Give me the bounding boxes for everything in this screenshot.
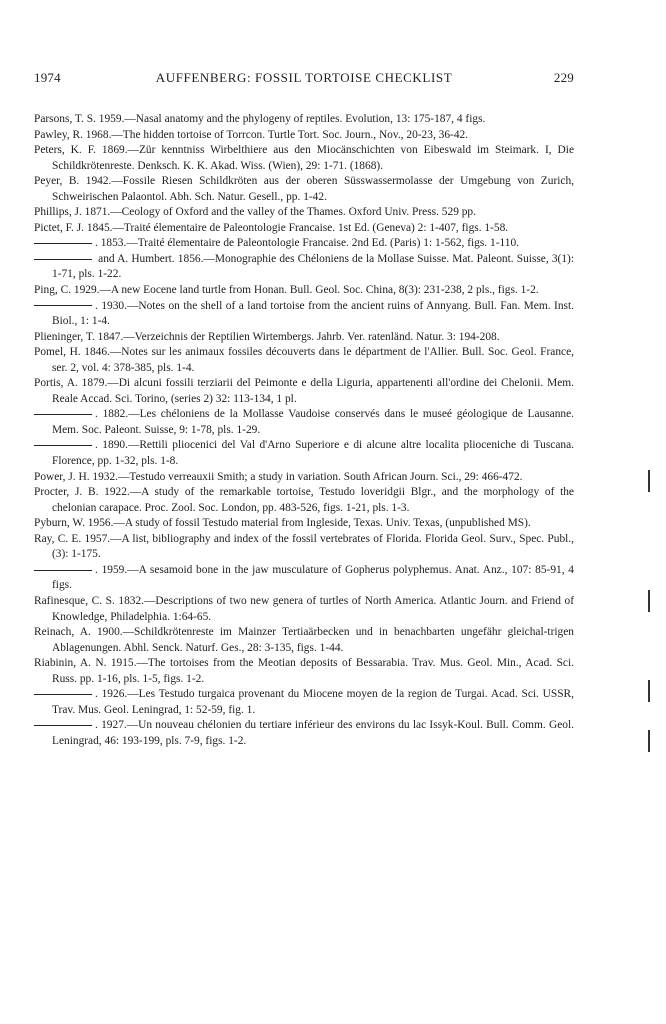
reference-entry [34,687,574,718]
reference-author: Portis, A. [34,377,78,390]
reference-entry [34,299,574,330]
reference-entry [34,563,574,594]
margin-rule-mark [648,590,650,612]
reference-text: . 1853.—Traité élementaire de Paleontologie Francaise. 2nd Ed. (Paris) 1: 1-562, figs. 1-110. [95,237,520,250]
reference-text: 1832.—Descriptions of two new genera of turtles of North America. Atlantic Journ. and Friend of Knowledge, Philadelphia. 1:64-65. [52,594,574,623]
reference-entry [34,143,574,174]
reference-entry [34,470,574,486]
reference-author: Parsons, T. S. [34,113,96,125]
running-header [34,70,574,86]
reference-text: 1929.—A new Eocene land turtle from Honan. Bull. Geol. Soc. China, 8(3): 231-238, 2 pls., figs. 1-2. [71,284,539,297]
reference-entry [34,283,574,299]
margin-rule-mark [648,680,650,702]
reference-author: Peyer, B. [34,175,80,188]
reference-author: Pomel, H. [34,346,81,359]
reference-text: 1879.—Di alcuni fossili terziarii del Peimonte e della Liguria, appartenenti all'ordine dei Chelonii. Mem. Reale Accad. Sci. Torino, (series 2) 32: 113-134, 1 pl. [52,377,575,405]
margin-rule-mark [648,470,650,492]
reference-entry [34,532,574,563]
reference-text: . 1890.—Rettili pliocenici del Val d'Arno Superiore e di alcune altre localita plioceniche di Tuscana. Florence, pp. 1-32, pls. 1-8. [52,439,574,468]
reference-author: Pictet, F. J. [34,221,85,234]
reference-entry [34,485,574,516]
repeat-author-dash [34,445,92,446]
reference-text: 1932.—Testudo verreauxii Smith; a study in variation. South African Journ. Sci., 29: 466-472. [89,470,523,483]
reference-entry [34,112,574,128]
reference-author: Ray, C. E. [34,532,82,545]
reference-entry [34,625,574,656]
reference-text: 1846.—Notes sur les animaux fossiles découverts dans le départment de l'Allier. Bull. Soc. Geol. France, ser. 2, vol. 4: 378-385, pls. 1-4. [52,346,574,374]
reference-author: Peters, K. F. [34,144,96,157]
reference-author: Ping, C. [34,284,72,297]
reference-text: 1922.—A study of the remarkable tortoise, Testudo loveridgii Blgr., and the morphology of the chelonian carapace. Proc. Zool. Soc. London, pp. 483-526, figs. 1-21, pls. 1-3. [52,486,574,514]
reference-text: 1915.—The tortoises from the Meotian deposits of Bessarabia. Trav. Mus. Geol. Min., Acad. Sci. Russ. pp. 1-16, pls. 1-5, figs. 1-2. [52,657,574,685]
header-title: AUFFENBERG: FOSSIL TORTOISE CHECKLIST [155,70,453,85]
reference-entry [34,345,574,376]
reference-text: 1900.—Schildkrötenreste im Mainzer Tertiaärbecken und in benachbarten ungefähr gleichal-trigen Ablagenungen. Abhl. Senck. Naturf. Ges., 28: 3-135, figs. 1-44. [52,626,574,654]
reference-author: Rafinesque, C. S. [34,594,115,607]
reference-text: 1959.—Nasal anatomy and the phylogeny of reptiles. Evolution, 13: 175-187, 4 figs. [95,113,486,125]
reference-author: Procter, J. B. [34,486,99,499]
reference-entry [34,407,574,438]
reference-entry [34,205,574,221]
repeat-author-dash [34,694,92,695]
reference-text: . 1927.—Un nouveau chélonien du tertiare inférieur des environs du lac Issyk-Koul. Bull. Comm. Geol. Leningrad, 46: 193-199, pls. 7-9, figs. 1-2. [52,719,574,747]
reference-text: . 1930.—Notes on the shell of a land tortoise from the ancient ruins of Annyang. Bull. Fan. Mem. Inst. Biol., 1: 1-4. [52,299,574,328]
reference-text: 1845.—Traité élementaire de Paleontologie Francaise. 1st Ed. (Geneva) 2: 1-407, figs. 1-58. [84,221,509,234]
reference-author: Power, J. H. [34,470,90,483]
reference-author: Riabinin, A. N. [34,657,107,670]
reference-text: 1968.—The hidden tortoise of Torrcon. Turtle Tort. Soc. Journ., Nov., 20-23, 36-42. [82,128,469,141]
reference-entry [34,516,574,532]
reference-entry [34,252,574,283]
repeat-author-dash [34,414,92,415]
repeat-author-dash [34,570,92,571]
page-number: 229 [553,70,574,85]
reference-entry [34,594,574,625]
margin-rule-mark [648,730,650,752]
reference-list [34,112,574,749]
reference-text: . 1926.—Les Testudo turgaica provenant du Miocene moyen de la region de Turgai. Acad. Sci. USSR, Trav. Mus. Geol. Leningrad, 1: 52-59, fig. 1. [52,688,574,716]
reference-author: Pyburn, W. [34,517,85,530]
reference-entry [34,718,574,749]
reference-author: Plieninger, T. [34,330,95,343]
reference-text: 1942.—Fossile Riesen Schildkröten aus der oberen Süsswassermolasse der Umgebung von Zurich, Schweirischen Palaontol. Abh. Sch. Natur. Gesell., pp. 1-42. [52,175,575,203]
reference-text: 1957.—A list, bibliography and index of the fossil vertebrates of Florida. Florida Geol. Surv., Spec. Publ., (3): 1-175. [52,532,574,561]
repeat-author-dash [34,725,92,726]
reference-text: 1871.—Ceology of Oxford and the valley of the Thames. Oxford Univ. Press. 529 pp. [81,206,476,219]
reference-text: . 1959.—A sesamoid bone in the jaw musculature of Gopherus polyphemus. Anat. Anz., 107: 85-91, 4 figs. [52,563,574,592]
reference-entry [34,438,574,469]
reference-entry [34,656,574,687]
reference-entry [34,330,574,346]
repeat-author-dash [34,243,92,244]
reference-author: Reinach, A. [34,626,91,639]
reference-entry [34,376,574,407]
reference-author: Phillips, J. [34,206,82,219]
reference-text: and A. Humbert. 1856.—Monographie des Chéloniens de la Mollase Suisse. Mat. Paleont. Suisse, 3(1): 1-71, pls. 1-22. [52,252,574,281]
reference-entry [34,174,574,205]
reference-text: 1956.—A study of fossil Testudo material from Ingleside, Texas. Univ. Texas, (unpublished MS). [84,517,531,530]
reference-text: . 1882.—Les chéloniens de la Mollasse Vaudoise conservés dans le museé géologique de Lausanne. Mem. Soc. Paleont. Suisse, 9: 1-78, pls. 1-29. [52,408,574,436]
repeat-author-dash [34,305,92,306]
reference-author: Pawley, R. [34,128,83,141]
header-year: 1974 [34,70,61,85]
reference-text: 1847.—Verzeichnis der Reptilien Wirtembergs. Jahrb. Ver. ratenländ. Natur. 3: 194-208. [94,330,500,343]
reference-entry [34,221,574,237]
repeat-author-dash [34,259,92,260]
reference-entry [34,236,574,252]
reference-text: 1869.—Zür kenntniss Wirbelthiere aus den Miocänschichten von Eibeswald im Steimark. I, Die Schildkrötenreste. Denksch. K. K. Akad. Wiss. (Wien), 29: 1-71. (1868). [52,144,574,172]
reference-entry [34,128,574,144]
